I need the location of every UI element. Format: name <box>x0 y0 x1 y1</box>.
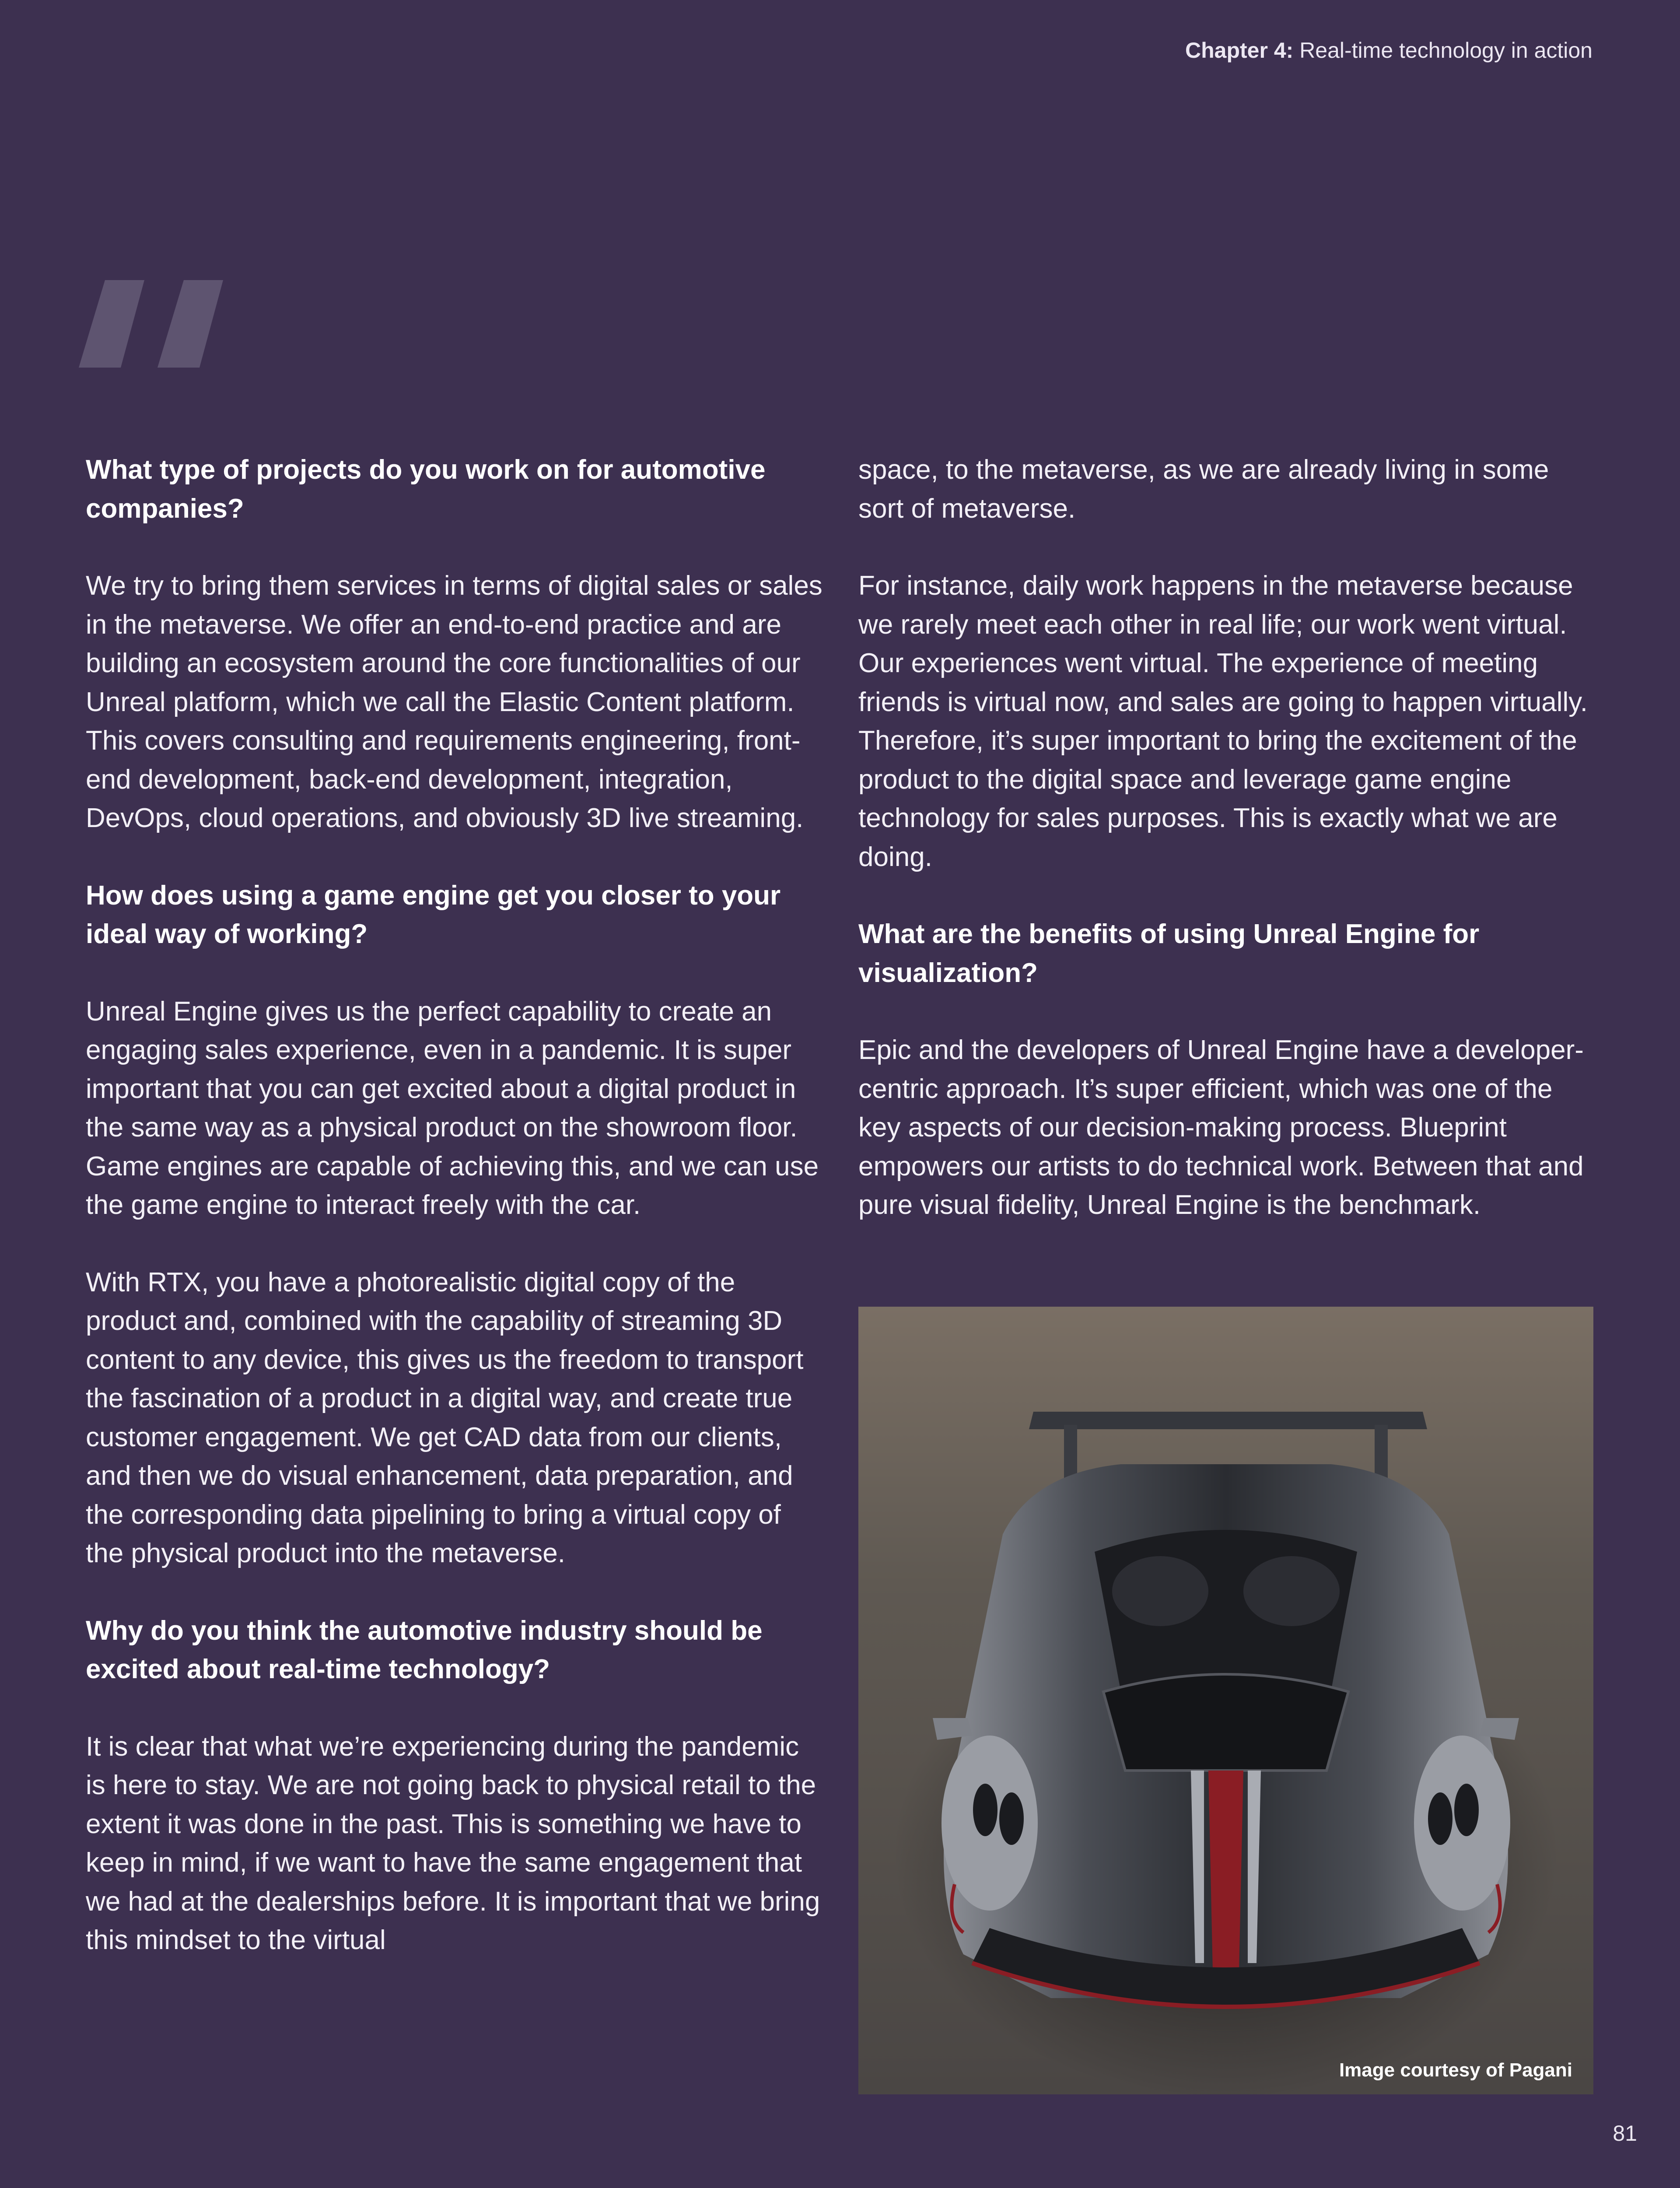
chapter-title: Real-time technology in action <box>1299 38 1592 63</box>
answer-paragraph: Unreal Engine gives us the perfect capability to create an engaging sales experience, even in a pandemic. It is super important that you can get excited about a digital product in the same way as a physical product on the showroom floor. Game engines are capable of achieving this, and we can use the game engine to interact freely with the car. <box>86 996 819 1220</box>
left-column <box>86 451 825 1999</box>
page-number: 81 <box>1613 2121 1637 2146</box>
chapter-label: Chapter 4: <box>1185 38 1294 63</box>
answer-paragraph: space, to the metaverse, as we are already living in some sort of metaverse. <box>858 455 1549 524</box>
answer-paragraph: With RTX, you have a photorealistic digital copy of the product and, combined with the capability of streaming 3D content to any device, this gives us the freedom to transport the fascination of a product in a digital way, and create true customer engagement. We get CAD data from our clients, and then we do visual enhancement, data preparation, and the corresponding data pipelining to bring a virtual copy of the physical product into the metaverse. <box>86 1267 804 1568</box>
image-caption: Image courtesy of Pagani <box>1339 2059 1572 2081</box>
quote-mark-icon <box>79 280 223 376</box>
right-column <box>858 451 1598 1263</box>
answer-paragraph: For instance, daily work happens in the metaverse because we rarely meet each other in real life; our work went virtual. Our experiences went virtual. The experience of meeting friends is virtual now, and sales are going to happen virtually. Therefore, it’s super important to bring the excitement of the product to the digital space and leverage game engine technology for sales purposes. This is exactly what we are doing. <box>858 571 1588 872</box>
question-heading: Why do you think the automotive industry should be excited about real-time technology? <box>86 1615 763 1684</box>
car-photo <box>858 1307 1593 2094</box>
running-header <box>1185 38 1592 63</box>
answer-paragraph: Epic and the developers of Unreal Engine have a developer-centric approach. It’s super efficient, which was one of the key aspects of our decision-making process. Blueprint empowers our artists to do technical work. Between that and pure visual fidelity, Unreal Engine is the benchmark. <box>858 1035 1584 1220</box>
car-illustration <box>858 1307 1593 2094</box>
answer-paragraph: It is clear that what we’re experiencing during the pandemic is here to stay. We are not going back to physical retail to the extent it was done in the past. This is something we have to keep in mind, if we want to have the same engagement that we had at the dealerships before. It is important that we bring this mindset to the virtual <box>86 1731 820 1955</box>
question-heading: How does using a game engine get you closer to your ideal way of working? <box>86 880 781 949</box>
question-heading: What are the benefits of using Unreal Engine for visualization? <box>858 919 1480 988</box>
answer-paragraph: We try to bring them services in terms of digital sales or sales in the metaverse. We offer an end-to-end practice and are building an ecosystem around the core functionalities of our Unreal platform, which we call the Elastic Content platform. This covers consulting and requirements engineering, front-end development, back-end development, integration, DevOps, cloud operations, and obviously 3D live streaming. <box>86 571 822 833</box>
question-heading: What type of projects do you work on for automotive companies? <box>86 455 766 524</box>
